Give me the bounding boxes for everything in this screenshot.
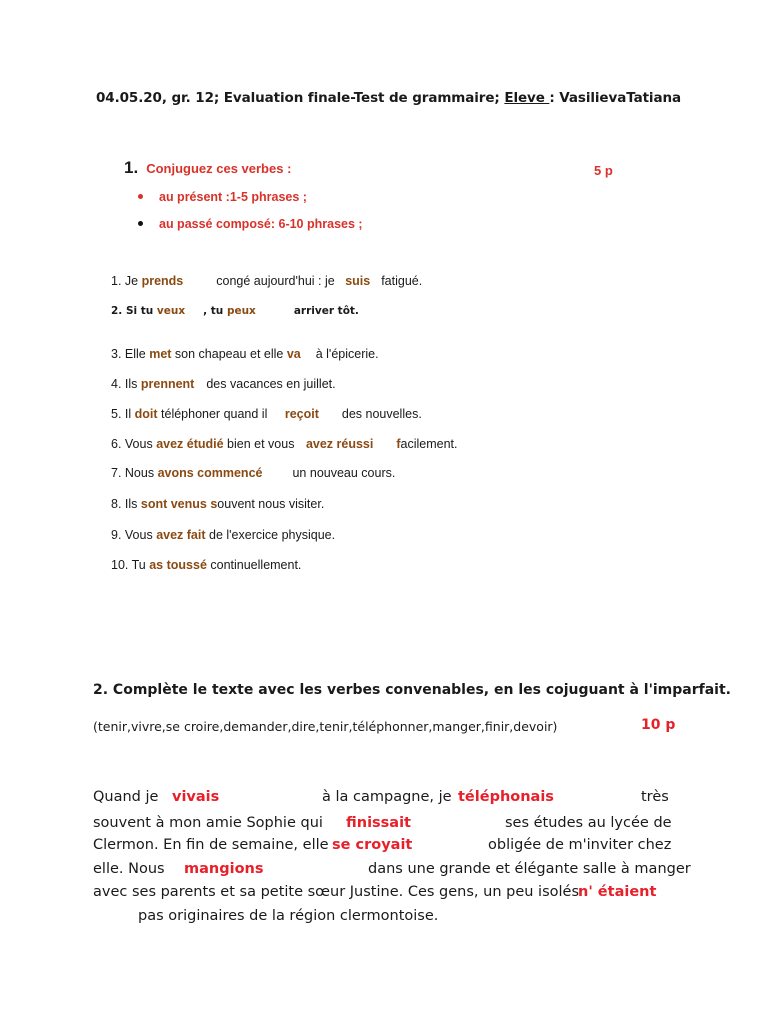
answer-va: va [286, 347, 301, 361]
student-name: VasilievaTatiana [559, 90, 681, 106]
sentence-text: continuellement. [206, 558, 302, 572]
answer-prends: prends [141, 274, 184, 288]
sentence-text: téléphoner quand il [157, 407, 271, 421]
answer-vivais: vivais [172, 789, 220, 805]
paragraph-line-5: avec ses parents et sa petite sœur Justine. Ces gens, un peu isolés [93, 884, 579, 900]
sentence-7 [111, 466, 395, 480]
answer-doit: doit [134, 407, 158, 421]
paragraph-text: Quand je [93, 789, 159, 805]
sentence-text: 6. Vous [111, 437, 157, 451]
paragraph-text: dans une grande et élégante salle à manger [368, 861, 691, 877]
answer-prennent: prennent [140, 377, 195, 391]
bullet-passe-compose-text: au passé composé: 6-10 phrases ; [159, 217, 363, 231]
bullet-passe-compose [138, 217, 363, 231]
answer-met: met [149, 347, 172, 361]
sentence-text: acilement. [400, 437, 458, 451]
answer-telephonais: téléphonais [458, 789, 554, 805]
sentence-10 [111, 558, 301, 572]
answer-se-croyait: se croyait [332, 837, 413, 853]
sentence-text: 10. Tu [111, 558, 150, 572]
answer-sont-venus: sont venus s [140, 497, 218, 511]
paragraph-text: très [641, 789, 669, 805]
sentence-9 [111, 528, 335, 542]
eleve-label: Eleve [504, 90, 550, 106]
answer-avez-fait: avez fait [156, 528, 206, 542]
answer-avez-etudie: avez étudié [156, 437, 224, 451]
answer-avons-commence: avons commencé [157, 466, 263, 480]
answer-veux: veux [156, 305, 186, 317]
sentence-text: 7. Nous [111, 466, 158, 480]
exercise1-points: 5 p [594, 163, 613, 178]
paragraph-line-2: souvent à mon amie Sophie qui [93, 815, 323, 831]
bullet-dot-icon [138, 221, 143, 226]
answer-n-etaient: n' étaient [578, 884, 657, 900]
sentence-6 [111, 437, 458, 451]
bullet-present-text: au présent :1-5 phrases ; [159, 190, 307, 204]
paragraph-text: ses études au lycée de [505, 815, 672, 831]
paragraph-text: à la campagne, je [322, 789, 452, 805]
header-prefix: 04.05.20, gr. 12; Evaluation finale-Test de grammaire; [96, 90, 505, 106]
answer-fragment: f [396, 437, 401, 451]
answer-peux: peux [226, 305, 256, 317]
exercise1-title [124, 158, 291, 178]
sentence-text: 8. Ils [111, 497, 141, 511]
sentence-5 [111, 407, 422, 421]
sentence-text: son chapeau et elle [171, 347, 287, 361]
bullet-present [138, 190, 307, 204]
header-colon: : [549, 90, 560, 106]
answer-recoit: reçoit [284, 407, 319, 421]
exercise1-number: 1. [124, 158, 139, 177]
sentence-text: des vacances en juillet. [206, 377, 336, 391]
exercise1-instruction: Conjuguez ces verbes : [146, 161, 292, 176]
sentence-text: 4. Ils [111, 377, 141, 391]
sentence-text: des nouvelles. [341, 407, 422, 421]
paragraph-line-3: Clermon. En fin de semaine, elle [93, 837, 329, 853]
sentence-text: 5. Il [111, 407, 135, 421]
sentence-1 [111, 274, 422, 288]
sentence-text: 1. Je [111, 274, 142, 288]
answer-avez-reussi: avez réussi [305, 437, 374, 451]
document-header [96, 90, 681, 106]
sentence-text: 3. Elle [111, 347, 150, 361]
sentence-text: fatigué. [381, 274, 423, 288]
sentence-text: congé aujourd'hui : je [216, 274, 339, 288]
sentence-3 [111, 347, 379, 361]
bullet-dot-icon [138, 194, 143, 199]
answer-as-tousse: as toussé [149, 558, 207, 572]
answer-finissait: finissait [346, 815, 411, 831]
answer-suis: suis [345, 274, 371, 288]
sentence-text: à l'épicerie. [315, 347, 379, 361]
paragraph-line-1 [93, 789, 158, 805]
sentence-text: 2. Si tu [111, 305, 157, 317]
sentence-text: , tu [203, 305, 227, 317]
sentence-4 [111, 377, 336, 391]
answer-mangions: mangions [184, 861, 264, 877]
sentence-text: arriver tôt. [293, 305, 359, 317]
sentence-text: ouvent nous visiter. [217, 497, 325, 511]
paragraph-line-6: pas originaires de la région clermontoise. [138, 908, 439, 924]
paragraph-text: obligée de m'inviter chez [488, 837, 672, 853]
sentence-8 [111, 497, 324, 511]
paragraph-line-4: elle. Nous [93, 861, 165, 877]
exercise2-verb-list: (tenir,vivre,se croire,demander,dire,tenir,téléphonner,manger,finir,devoir) [93, 719, 558, 734]
exercise2-title: 2. Complète le texte avec les verbes convenables, en les cojuguant à l'imparfait. [93, 682, 731, 698]
sentence-2 [111, 305, 359, 317]
sentence-text: 9. Vous [111, 528, 157, 542]
sentence-text: un nouveau cours. [292, 466, 396, 480]
exercise2-points: 10 p [641, 717, 676, 733]
sentence-text: de l'exercice physique. [205, 528, 336, 542]
sentence-text: bien et vous [223, 437, 298, 451]
